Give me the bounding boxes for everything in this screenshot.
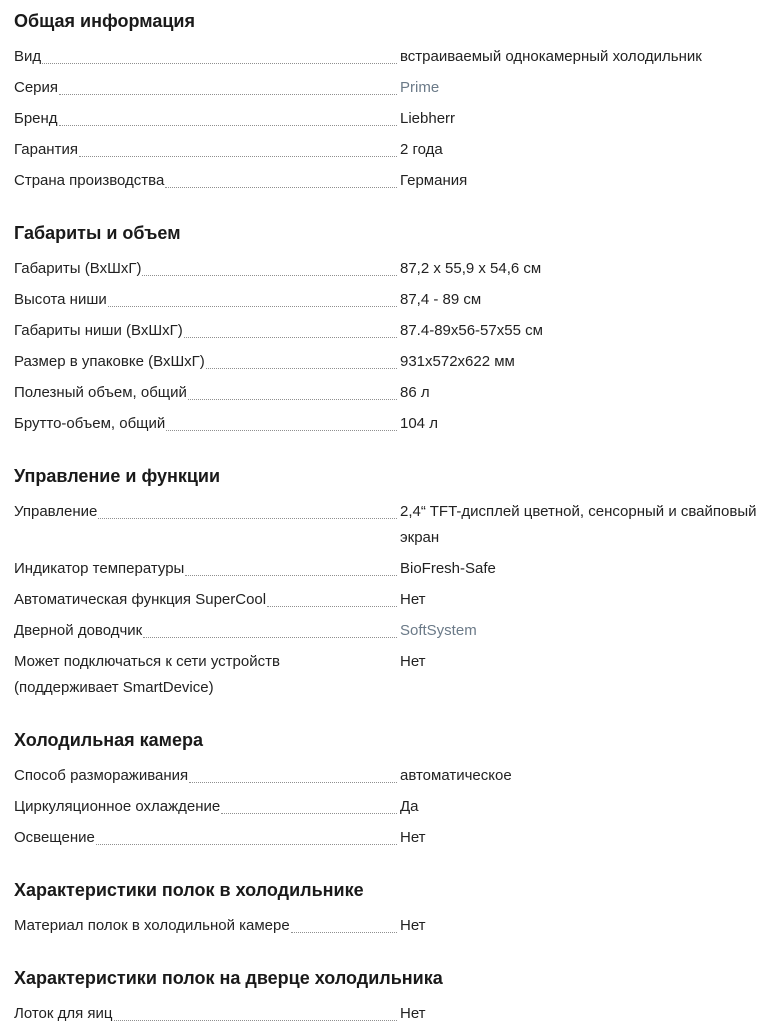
spec-label: Вид (14, 48, 42, 65)
spec-label: Материал полок в холодильной камере (14, 917, 290, 934)
spec-row (14, 380, 776, 406)
section-title: Характеристики полок в холодильнике (14, 880, 364, 900)
dotted-leader (142, 275, 397, 276)
spec-row (14, 168, 776, 194)
dotted-leader (291, 932, 397, 933)
spec-row (14, 44, 776, 70)
spec-row (14, 763, 776, 789)
spec-label-cell (14, 318, 400, 344)
spec-label-cell (14, 106, 400, 132)
spec-row (14, 318, 776, 344)
spec-label: Размер в упаковке (ВхШхГ) (14, 353, 205, 370)
spec-row (14, 618, 776, 644)
section-title: Холодильная камера (14, 730, 203, 750)
spec-rows (14, 763, 776, 851)
dotted-leader (114, 1020, 397, 1021)
spec-label: Способ размораживания (14, 767, 189, 784)
spec-row (14, 649, 776, 701)
dotted-leader (206, 368, 397, 369)
spec-row (14, 75, 776, 101)
spec-label-cell (14, 825, 400, 851)
spec-section (14, 729, 776, 851)
spec-label: Высота ниши (14, 291, 107, 308)
spec-section (14, 879, 776, 939)
spec-label-cell (14, 794, 400, 820)
spec-label-cell (14, 75, 400, 101)
spec-value-link[interactable]: Prime (400, 79, 440, 96)
spec-label-cell (14, 763, 400, 789)
spec-label: Бренд (14, 110, 58, 127)
dotted-leader (166, 430, 397, 431)
spec-value: 87,2 x 55,9 x 54,6 см (400, 260, 542, 277)
dotted-leader (188, 399, 397, 400)
spec-value: Германия (400, 172, 468, 189)
spec-section (14, 10, 776, 194)
spec-label-cell (14, 287, 400, 313)
spec-row (14, 106, 776, 132)
dotted-leader (59, 94, 397, 95)
spec-value: Нет (400, 917, 426, 934)
spec-label-cell (14, 499, 400, 525)
spec-label: Серия (14, 79, 59, 96)
spec-label-cell (14, 1001, 400, 1027)
dotted-leader (221, 813, 397, 814)
spec-value: 104 л (400, 415, 438, 432)
spec-section (14, 967, 776, 1027)
spec-rows (14, 256, 776, 437)
dotted-leader (189, 782, 397, 783)
spec-label-cell (14, 256, 400, 282)
spec-label: Страна производства (14, 172, 165, 189)
spec-section (14, 222, 776, 437)
spec-value: 2 года (400, 141, 443, 158)
spec-value: 2,4“ TFT-дисплей цветной, сенсорный и свайповый экран (400, 503, 757, 546)
dotted-leader (98, 518, 397, 519)
spec-value: 87,4 - 89 см (400, 291, 482, 308)
spec-row (14, 287, 776, 313)
spec-label-cell (14, 587, 400, 613)
spec-section (14, 465, 776, 701)
spec-value: встраиваемый однокамерный холодильник (400, 48, 702, 65)
spec-label-cell (14, 411, 400, 437)
spec-label-cell (14, 913, 400, 939)
spec-label-cell (14, 44, 400, 70)
dotted-leader (59, 125, 397, 126)
dotted-leader (96, 844, 397, 845)
spec-label: Освещение (14, 829, 95, 846)
dotted-leader (185, 575, 397, 576)
spec-label: Индикатор температуры (14, 560, 185, 577)
spec-row (14, 137, 776, 163)
spec-label-cell (14, 618, 400, 644)
spec-value: автоматическое (400, 767, 512, 784)
section-title: Характеристики полок на дверце холодильника (14, 968, 443, 988)
spec-value: Нет (400, 653, 426, 670)
spec-row (14, 913, 776, 939)
spec-label: Брутто-объем, общий (14, 415, 166, 432)
section-title: Управление и функции (14, 466, 221, 486)
spec-rows (14, 499, 776, 701)
spec-label: Может подключаться к сети устройств (поддерживает SmartDevice) (14, 653, 280, 696)
spec-label: Лоток для яиц (14, 1005, 113, 1022)
spec-label-cell (14, 649, 400, 701)
spec-row (14, 825, 776, 851)
spec-label-cell (14, 137, 400, 163)
spec-label: Полезный объем, общий (14, 384, 187, 401)
spec-label: Автоматическая функция SuperCool (14, 591, 267, 608)
spec-rows (14, 913, 776, 939)
spec-row (14, 411, 776, 437)
spec-value-link[interactable]: SoftSystem (400, 622, 477, 639)
spec-value: 86 л (400, 384, 430, 401)
section-title: Общая информация (14, 11, 195, 31)
dotted-leader (143, 637, 397, 638)
spec-label-cell (14, 380, 400, 406)
dotted-leader (165, 187, 397, 188)
spec-label-cell (14, 168, 400, 194)
dotted-leader (79, 156, 397, 157)
dotted-leader (108, 306, 397, 307)
spec-value: 931x572x622 мм (400, 353, 515, 370)
dotted-leader (42, 63, 397, 64)
spec-label: Управление (14, 503, 98, 520)
spec-label: Циркуляционное охлаждение (14, 798, 221, 815)
spec-rows (14, 1001, 776, 1027)
spec-row (14, 349, 776, 375)
dotted-leader (267, 606, 397, 607)
spec-row (14, 587, 776, 613)
spec-row (14, 794, 776, 820)
spec-row (14, 1001, 776, 1027)
spec-value: Нет (400, 1005, 426, 1022)
spec-label: Габариты ниши (ВхШхГ) (14, 322, 183, 339)
spec-row (14, 499, 776, 551)
spec-value: BioFresh-Safe (400, 560, 496, 577)
spec-label-cell (14, 349, 400, 375)
spec-label: Габариты (ВхШхГ) (14, 260, 142, 277)
spec-row (14, 256, 776, 282)
spec-label: Дверной доводчик (14, 622, 143, 639)
spec-label: Гарантия (14, 141, 78, 158)
spec-value: Нет (400, 829, 426, 846)
product-specs-page (0, 10, 776, 1036)
spec-value: 87.4-89x56-57x55 см (400, 322, 543, 339)
spec-value: Нет (400, 591, 426, 608)
spec-rows (14, 44, 776, 194)
spec-label-cell (14, 556, 400, 582)
spec-row (14, 556, 776, 582)
spec-value: Liebherr (400, 110, 456, 127)
dotted-leader (184, 337, 397, 338)
spec-value: Да (400, 798, 419, 815)
section-title: Габариты и объем (14, 223, 181, 243)
